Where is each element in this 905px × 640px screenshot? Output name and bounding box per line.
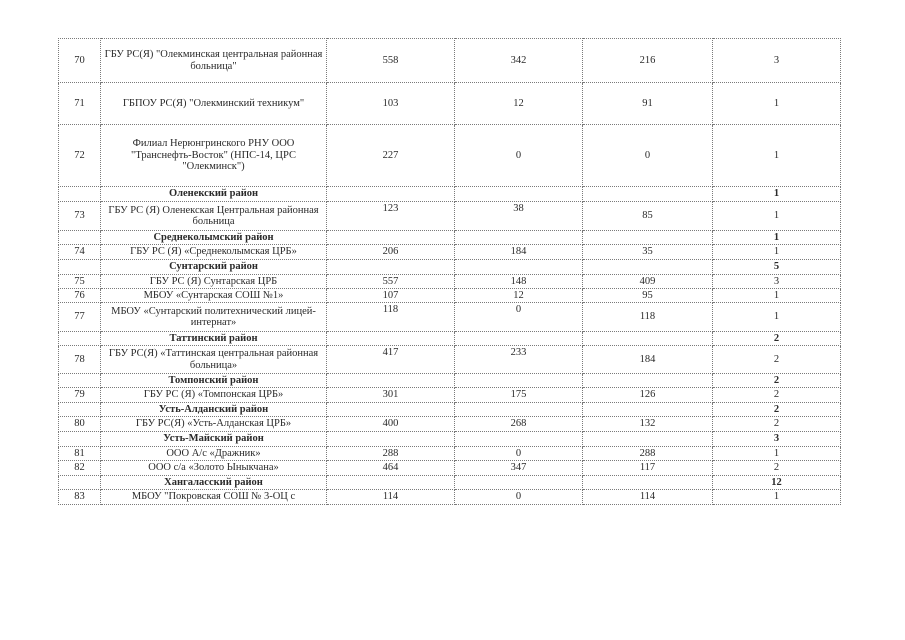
value-cell <box>455 432 583 447</box>
value-cell: 126 <box>583 388 713 403</box>
value-cell: 12 <box>455 83 583 125</box>
table-row <box>59 388 841 403</box>
row-number-cell: 80 <box>59 417 101 432</box>
organization-name-cell: МБОУ «Сунтарский политехнический лицей-интернат» <box>101 303 327 332</box>
value-cell: 35 <box>583 245 713 260</box>
row-number-cell: 71 <box>59 83 101 125</box>
value-cell <box>583 403 713 417</box>
value-cell: 268 <box>455 417 583 432</box>
value-cell: 417 <box>327 346 455 374</box>
row-number-cell: 73 <box>59 202 101 231</box>
count-cell: 1 <box>713 289 841 303</box>
value-cell: 227 <box>327 125 455 187</box>
value-cell: 464 <box>327 461 455 476</box>
value-cell: 12 <box>455 289 583 303</box>
region-row <box>59 332 841 346</box>
count-cell: 1 <box>713 125 841 187</box>
region-name-cell: Таттинский район <box>101 332 327 346</box>
value-cell <box>327 231 455 245</box>
region-total-cell: 2 <box>713 374 841 388</box>
value-cell: 148 <box>455 275 583 289</box>
value-cell: 114 <box>327 490 455 505</box>
region-name-cell: Усть-Майский район <box>101 432 327 447</box>
value-cell: 114 <box>583 490 713 505</box>
value-cell <box>455 332 583 346</box>
value-cell <box>327 187 455 202</box>
count-cell: 2 <box>713 461 841 476</box>
organization-name-cell: ГБПОУ РС(Я) "Олекминский техникум" <box>101 83 327 125</box>
value-cell: 184 <box>583 346 713 374</box>
row-number-cell <box>59 476 101 490</box>
region-row <box>59 432 841 447</box>
value-cell: 233 <box>455 346 583 374</box>
value-cell: 117 <box>583 461 713 476</box>
table-body <box>59 39 841 505</box>
value-cell: 400 <box>327 417 455 432</box>
region-name-cell: Среднеколымский район <box>101 231 327 245</box>
value-cell: 91 <box>583 83 713 125</box>
count-cell: 2 <box>713 388 841 403</box>
value-cell: 38 <box>455 202 583 231</box>
value-cell <box>455 260 583 275</box>
count-cell: 2 <box>713 346 841 374</box>
row-number-cell <box>59 260 101 275</box>
table-row <box>59 417 841 432</box>
value-cell <box>327 403 455 417</box>
value-cell: 216 <box>583 39 713 83</box>
table-row <box>59 83 841 125</box>
row-number-cell <box>59 187 101 202</box>
value-cell <box>583 260 713 275</box>
row-number-cell: 70 <box>59 39 101 83</box>
value-cell: 342 <box>455 39 583 83</box>
value-cell: 118 <box>583 303 713 332</box>
row-number-cell <box>59 432 101 447</box>
value-cell: 206 <box>327 245 455 260</box>
value-cell: 118 <box>327 303 455 332</box>
row-number-cell: 78 <box>59 346 101 374</box>
value-cell <box>583 332 713 346</box>
value-cell: 0 <box>455 447 583 461</box>
table-row <box>59 39 841 83</box>
region-row <box>59 403 841 417</box>
value-cell <box>327 432 455 447</box>
value-cell: 103 <box>327 83 455 125</box>
row-number-cell: 81 <box>59 447 101 461</box>
table-row <box>59 275 841 289</box>
value-cell: 107 <box>327 289 455 303</box>
value-cell: 557 <box>327 275 455 289</box>
table-row <box>59 346 841 374</box>
value-cell: 0 <box>455 490 583 505</box>
count-cell: 3 <box>713 275 841 289</box>
value-cell: 0 <box>455 303 583 332</box>
document-page <box>58 38 840 505</box>
value-cell <box>455 476 583 490</box>
region-name-cell: Сунтарский район <box>101 260 327 275</box>
value-cell: 0 <box>583 125 713 187</box>
region-total-cell: 1 <box>713 231 841 245</box>
value-cell <box>455 187 583 202</box>
row-number-cell: 76 <box>59 289 101 303</box>
organization-name-cell: ГБУ РС(Я) «Усть-Алданская ЦРБ» <box>101 417 327 432</box>
value-cell: 175 <box>455 388 583 403</box>
value-cell <box>583 432 713 447</box>
row-number-cell: 79 <box>59 388 101 403</box>
value-cell: 184 <box>455 245 583 260</box>
count-cell: 1 <box>713 303 841 332</box>
value-cell <box>455 231 583 245</box>
region-total-cell: 1 <box>713 187 841 202</box>
value-cell <box>583 231 713 245</box>
region-name-cell: Томпонский район <box>101 374 327 388</box>
value-cell <box>583 187 713 202</box>
row-number-cell: 74 <box>59 245 101 260</box>
region-total-cell: 5 <box>713 260 841 275</box>
organization-name-cell: ООО с/а «Золото Ыныкчана» <box>101 461 327 476</box>
table-row <box>59 245 841 260</box>
value-cell: 132 <box>583 417 713 432</box>
organization-name-cell: ГБУ РС(Я) «Таттинская центральная районная больница» <box>101 346 327 374</box>
organization-name-cell: ГБУ РС (Я) Сунтарская ЦРБ <box>101 275 327 289</box>
value-cell: 558 <box>327 39 455 83</box>
row-number-cell: 72 <box>59 125 101 187</box>
value-cell: 0 <box>455 125 583 187</box>
row-number-cell: 82 <box>59 461 101 476</box>
table-row <box>59 202 841 231</box>
value-cell <box>327 476 455 490</box>
region-row <box>59 260 841 275</box>
region-row <box>59 476 841 490</box>
value-cell: 301 <box>327 388 455 403</box>
value-cell: 409 <box>583 275 713 289</box>
organizations-table <box>58 38 841 505</box>
count-cell: 2 <box>713 417 841 432</box>
organization-name-cell: ГБУ РС (Я) «Среднеколымская ЦРБ» <box>101 245 327 260</box>
count-cell: 3 <box>713 39 841 83</box>
table-row <box>59 490 841 505</box>
organization-name-cell: ГБУ РС(Я) "Олекминская центральная районная больница" <box>101 39 327 83</box>
value-cell <box>455 403 583 417</box>
value-cell <box>455 374 583 388</box>
region-row <box>59 374 841 388</box>
organization-name-cell: МБОУ «Сунтарская СОШ №1» <box>101 289 327 303</box>
region-total-cell: 12 <box>713 476 841 490</box>
region-total-cell: 3 <box>713 432 841 447</box>
table-row <box>59 461 841 476</box>
value-cell: 288 <box>327 447 455 461</box>
value-cell: 85 <box>583 202 713 231</box>
count-cell: 1 <box>713 202 841 231</box>
row-number-cell <box>59 403 101 417</box>
organization-name-cell: МБОУ "Покровская СОШ № 3-ОЦ с <box>101 490 327 505</box>
organization-name-cell: ГБУ РС (Я) «Томпонская ЦРБ» <box>101 388 327 403</box>
value-cell: 95 <box>583 289 713 303</box>
value-cell <box>583 476 713 490</box>
row-number-cell <box>59 231 101 245</box>
table-row <box>59 447 841 461</box>
row-number-cell <box>59 332 101 346</box>
value-cell <box>327 374 455 388</box>
table-row <box>59 289 841 303</box>
organization-name-cell: ГБУ РС (Я) Оленекская Центральная районная больница <box>101 202 327 231</box>
count-cell: 1 <box>713 245 841 260</box>
region-name-cell: Оленекский район <box>101 187 327 202</box>
organization-name-cell: ООО А/с «Дражник» <box>101 447 327 461</box>
region-total-cell: 2 <box>713 332 841 346</box>
count-cell: 1 <box>713 447 841 461</box>
row-number-cell: 77 <box>59 303 101 332</box>
organization-name-cell: Филиал Нерюнгринского РНУ ООО "Транснефть-Восток" (НПС-14, ЦРС "Олекминск") <box>101 125 327 187</box>
region-row <box>59 231 841 245</box>
table-row <box>59 125 841 187</box>
region-row <box>59 187 841 202</box>
value-cell <box>327 332 455 346</box>
value-cell: 288 <box>583 447 713 461</box>
row-number-cell: 83 <box>59 490 101 505</box>
region-name-cell: Усть-Алданский район <box>101 403 327 417</box>
table-row <box>59 303 841 332</box>
region-name-cell: Хангаласский район <box>101 476 327 490</box>
row-number-cell <box>59 374 101 388</box>
count-cell: 1 <box>713 83 841 125</box>
region-total-cell: 2 <box>713 403 841 417</box>
value-cell <box>327 260 455 275</box>
row-number-cell: 75 <box>59 275 101 289</box>
value-cell <box>583 374 713 388</box>
value-cell: 347 <box>455 461 583 476</box>
value-cell: 123 <box>327 202 455 231</box>
count-cell: 1 <box>713 490 841 505</box>
